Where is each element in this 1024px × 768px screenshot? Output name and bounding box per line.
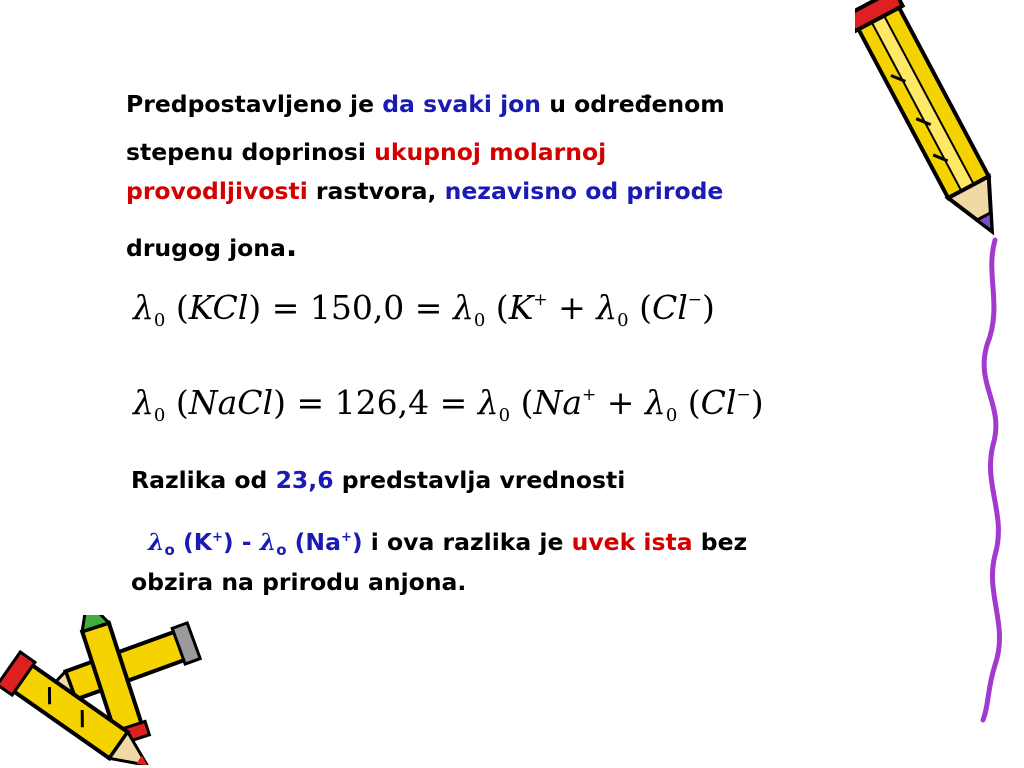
text-segment: predstavlja vrednosti xyxy=(333,466,626,494)
pencil-clipart-top-right-icon xyxy=(855,0,1015,250)
text-segment: drugog jona xyxy=(126,234,286,262)
subscript: 0 xyxy=(153,310,166,331)
text-segment: Predpostavljeno je xyxy=(126,90,383,118)
paren: ) xyxy=(351,528,363,556)
highlight-red: provodljivosti xyxy=(126,177,308,205)
paren: ( xyxy=(165,288,189,327)
cation: Na xyxy=(533,383,583,422)
scribble-line-right-icon xyxy=(965,235,1015,725)
compound-name: NaCl xyxy=(188,383,274,422)
period: . xyxy=(285,229,298,264)
equation-value: ) = 150,0 = xyxy=(248,288,453,327)
ion-na: (Na xyxy=(286,528,341,556)
equation-nacl xyxy=(133,383,764,426)
charge: − xyxy=(687,290,703,310)
text-segment: stepenu doprinosi xyxy=(126,138,375,166)
para1-line3 xyxy=(126,177,724,205)
charge: + xyxy=(533,290,548,310)
lambda-symbol: λ xyxy=(644,383,666,422)
subscript: o xyxy=(164,541,175,559)
highlight-red: uvek xyxy=(571,528,636,556)
paren: ( xyxy=(677,383,701,422)
anion: Cl xyxy=(700,383,737,422)
subscript: 0 xyxy=(617,310,629,331)
charge: + xyxy=(582,385,597,405)
para2-line1 xyxy=(131,466,626,494)
lambda-symbol: λ xyxy=(148,528,165,556)
equation-value: ) = 126,4 = xyxy=(273,383,478,422)
charge: − xyxy=(736,385,751,405)
plus-sign: + xyxy=(547,288,597,327)
lambda-symbol: λ xyxy=(259,528,277,556)
para1-line1 xyxy=(126,90,725,118)
subscript: 0 xyxy=(153,405,166,426)
charge: + xyxy=(340,530,352,545)
subscript: o xyxy=(276,541,287,559)
plus-sign: + xyxy=(596,383,645,422)
lambda-symbol: λ xyxy=(477,383,499,422)
text-segment: bez xyxy=(692,528,748,556)
paren: ( xyxy=(628,288,652,327)
paren: ( xyxy=(165,383,189,422)
equation-kcl xyxy=(133,288,715,331)
paren: ) xyxy=(702,288,715,327)
anion: Cl xyxy=(651,288,688,327)
text-segment: rastvora, xyxy=(307,177,445,205)
highlight-red: ukupnoj molarnoj xyxy=(374,138,607,166)
ion-k: (K xyxy=(174,528,212,556)
lambda-symbol: λ xyxy=(452,288,474,327)
highlight-red: ista xyxy=(643,528,693,556)
para1-line4 xyxy=(126,229,298,264)
text-segment: u određenom xyxy=(541,90,725,118)
paren: ) xyxy=(750,383,764,422)
cation: K xyxy=(508,288,534,327)
para1-line2 xyxy=(126,138,607,166)
para2-line3 xyxy=(131,568,467,596)
charge: + xyxy=(211,530,223,545)
paren: ( xyxy=(485,288,509,327)
minus-sign: ) - xyxy=(222,528,260,556)
subscript: 0 xyxy=(498,405,511,426)
text-segment: obzira na prirodu anjona. xyxy=(131,568,467,596)
paren: ( xyxy=(510,383,534,422)
lambda-k-term xyxy=(148,528,363,559)
text-segment: Razlika od xyxy=(131,466,276,494)
text-segment: i ova razlika je xyxy=(362,528,572,556)
highlight-blue: 23,6 xyxy=(275,466,334,494)
compound-name: KCl xyxy=(188,288,249,327)
lambda-symbol: λ xyxy=(596,288,618,327)
highlight-blue: nezavisno od prirode xyxy=(444,177,724,205)
highlight-blue: da svaki jon xyxy=(382,90,542,118)
subscript: 0 xyxy=(665,405,678,426)
lambda-symbol: λ xyxy=(133,288,154,327)
pencils-clipart-bottom-left-icon xyxy=(0,615,205,765)
para2-line2 xyxy=(148,528,748,559)
lambda-symbol: λ xyxy=(133,383,154,422)
subscript: 0 xyxy=(473,310,486,331)
